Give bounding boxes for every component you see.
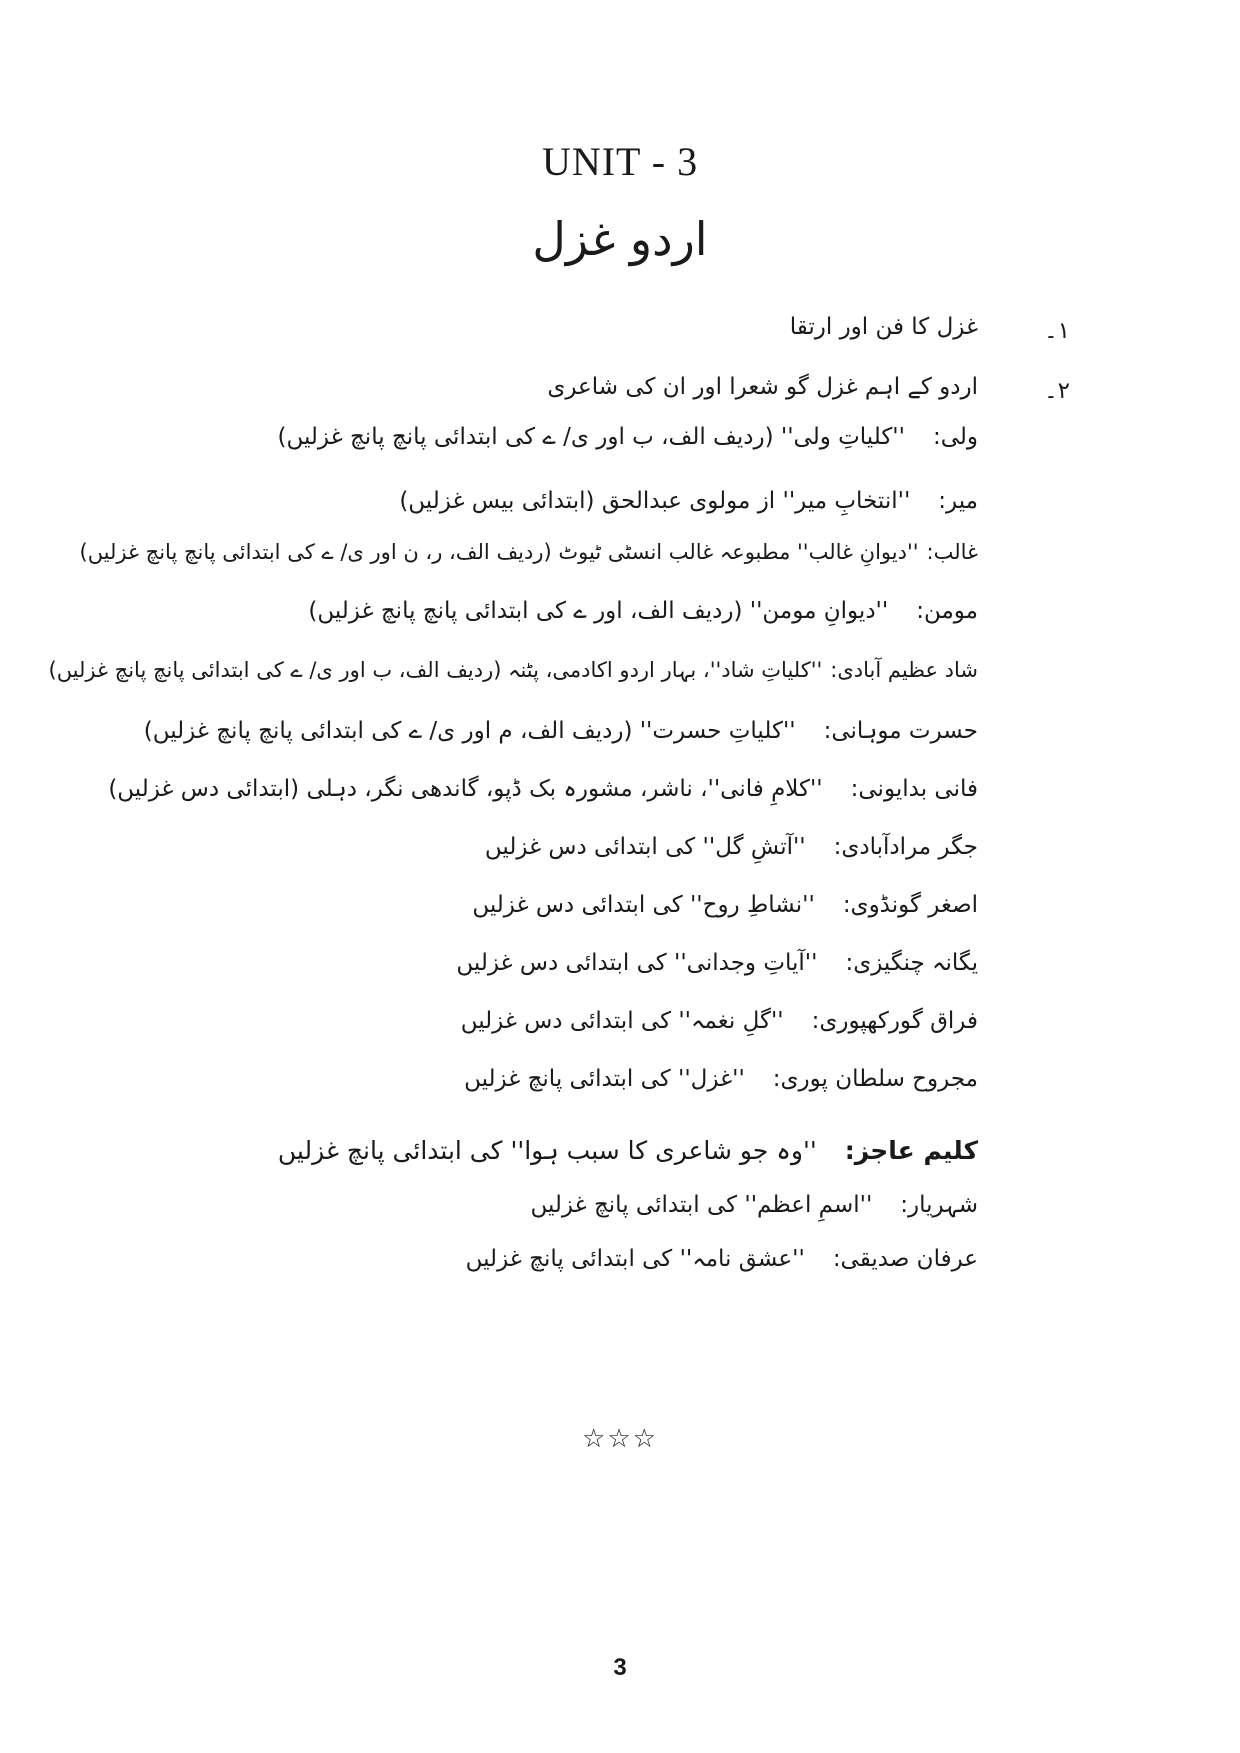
list-item [399, 488, 978, 516]
poet-name: فانی بدایونی: [850, 776, 978, 802]
unit-heading: UNIT - 3 [541, 139, 699, 184]
work-description: ''گلِ نغمہ'' کی ابتدائی دس غزلیں [460, 1008, 784, 1034]
section-heading: غزل کا فن اور ارتقا [789, 314, 978, 340]
poet-name: مجروح سلطان پوری: [772, 1066, 978, 1092]
poet-name: شاد عظیم آبادی: [830, 658, 978, 682]
work-description: ''کلامِ فانی''، ناشر، مشورہ بک ڈپو، گاندھی نگر، دہلی (ابتدائی دس غزلیں) [108, 776, 823, 802]
work-description: ''وہ جو شاعری کا سبب ہوا'' کی ابتدائی پانچ غزلیں [277, 1136, 817, 1165]
poet-name: اصغر گونڈوی: [842, 892, 978, 918]
work-description: ''عشق نامہ'' کی ابتدائی پانچ غزلیں [465, 1246, 805, 1272]
work-description: ''اسمِ اعظم'' کی ابتدائی پانچ غزلیں [530, 1192, 873, 1218]
section-heading: اردو کے اہم غزل گو شعرا اور ان کی شاعری [547, 374, 978, 400]
page-number: 3 [613, 1654, 627, 1681]
list-item [277, 424, 978, 452]
work-description: ''کلیاتِ حسرت'' (ردیف الف، م اور ی/ ے کی ابتدائی پانچ پانچ غزلیں) [143, 718, 796, 744]
poet-name: غالب: [926, 540, 978, 564]
poet-name: جگر مرادآبادی: [833, 834, 978, 860]
list-item [80, 540, 979, 565]
poet-name: حسرت موہانی: [823, 718, 978, 744]
list-item [108, 776, 978, 804]
list-item [308, 598, 978, 626]
list-item [278, 1136, 978, 1166]
poet-name: فراق گورکھپوری: [811, 1008, 978, 1034]
star-divider: ☆☆☆ [582, 1424, 658, 1454]
list-item [485, 834, 978, 862]
list-item [464, 1066, 978, 1094]
poet-name: کلیم عاجز: [844, 1136, 978, 1165]
section-number: ۱۔ [1044, 318, 1070, 344]
list-item [530, 1192, 978, 1220]
poet-name: عرفان صدیقی: [832, 1246, 978, 1272]
page-title: اردو غزل [532, 212, 708, 266]
work-description: ''نشاطِ روح'' کی ابتدائی دس غزلیں [472, 892, 815, 918]
list-item [144, 718, 978, 746]
poet-name: مومن: [916, 598, 978, 624]
list-item [466, 1246, 978, 1274]
list-item [49, 658, 979, 683]
work-description: ''دیوانِ غالب'' مطبوعہ غالب انسٹی ٹیوٹ (ردیف الف، ر، ن اور ی/ ے کی ابتدائی پانچ پانچ غزلیں) [79, 540, 919, 564]
list-item [461, 1008, 978, 1036]
work-description: ''غزل'' کی ابتدائی پانچ غزلیں [464, 1066, 745, 1092]
work-description: ''انتخابِ میر'' از مولوی عبدالحق (ابتدائی بیس غزلیں) [399, 488, 911, 514]
poet-name: ولی: [932, 424, 978, 450]
work-description: ''دیوانِ مومن'' (ردیف الف، اور ے کی ابتدائی پانچ پانچ غزلیں) [308, 598, 889, 624]
work-description: ''کلیاتِ ولی'' (ردیف الف، ب اور ی/ ے کی ابتدائی پانچ پانچ غزلیں) [277, 424, 905, 450]
work-description: ''آیاتِ وجدانی'' کی ابتدائی دس غزلیں [456, 950, 818, 976]
work-description: ''آتشِ گل'' کی ابتدائی دس غزلیں [484, 834, 806, 860]
work-description: ''کلیاتِ شاد''، بہار اردو اکادمی، پٹنہ (ردیف الف، ب اور ی/ ے کی ابتدائی پانچ پانچ غزلیں) [48, 658, 823, 682]
list-item [456, 950, 978, 978]
section-number: ۲۔ [1044, 378, 1070, 404]
poet-name: میر: [938, 488, 978, 514]
poet-name: یگانہ چنگیزی: [845, 950, 978, 976]
list-item [472, 892, 978, 920]
poet-name: شہریار: [900, 1192, 978, 1218]
